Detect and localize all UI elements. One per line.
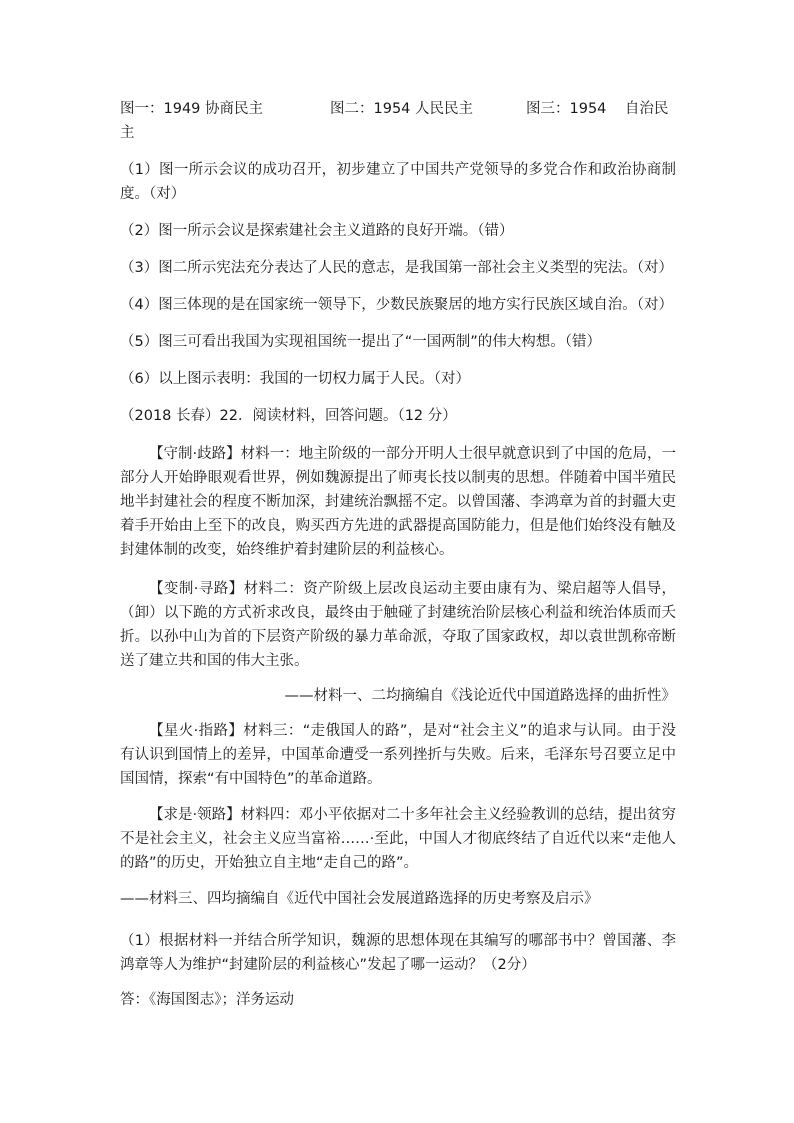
figure-1-caption: 图一：1949 协商民主 — [120, 101, 264, 117]
sub-question-1: （1）根据材料一并结合所学知识，魏源的思想体现在其编写的哪部书中？曾国藩、李鸿章等人为维护“封建阶层的利益核心”发起了哪一运动？（2分） — [120, 933, 676, 973]
material-one: 【守制·歧路】材料一：地主阶级的一部分开明人士很早就意识到了中国的危局，一部分人开始睁眼观看世界，例如魏源提出了师夷长技以制夷的思想。伴随着中国半殖民地半封建社会的程度不断加深，封建统治飘摇不定。以曾国藩、李鸿章为首的封疆大吏着手开始由上至下的改良，购买西方先进的武器提高国防能力，但是他们始终没有触及封建体制的改变，始终维护着封建阶层的利益核心。 — [120, 446, 676, 558]
material-source-1: ——材料一、二均摘编自《浅论近代中国道路选择的曲折性》 — [284, 688, 676, 704]
material-three: 【星火·指路】材料三：“走俄国人的路”，是对“社会主义”的追求与认同。由于没有认识到国情上的差异，中国革命遭受一系列挫折与失败。后来，毛泽东号召要立足中国国情，探索“有中国特色”的革命道路。 — [120, 723, 676, 787]
figure-3-caption-wrap: 主 — [120, 125, 135, 141]
judgment-item-5: （5）图三可看出我国为实现祖国统一提出了“一国两制”的伟大构想。（错） — [120, 334, 601, 350]
judgment-item-4: （4）图三体现的是在国家统一领导下，少数民族聚居的地方实行民族区域自治。（对） — [120, 297, 673, 313]
judgment-item-6: （6）以上图示表明：我国的一切权力属于人民。（对） — [120, 371, 470, 387]
figure-2-caption: 图二：1954 人民民主 — [330, 101, 474, 117]
material-source-2: ——材料三、四均摘编自《近代中国社会发展道路选择的历史考察及启示》 — [120, 891, 599, 907]
material-two: 【变制·寻路】材料二：资产阶级上层改良运动主要由康有为、梁启超等人倡导，（卸）以下跪的方式祈求改良，最终由于触碰了封建统治阶层核心利益和统治体质而夭折。以孙中山为首的下层资产阶级的暴力革命派，夺取了国家政权，却以袁世凯称帝断送了建立共和国的伟大主张。 — [120, 581, 676, 669]
judgment-item-1: （1）图一所示会议的成功召开，初步建立了中国共产党领导的多党合作和政治协商制度。（对） — [120, 162, 676, 202]
answer-1: 答：《海国图志》；洋务运动 — [120, 992, 294, 1008]
question-header: （2018 长春）22．阅读材料，回答问题。（12 分） — [120, 408, 457, 424]
figure-3-caption: 图三：1954 自治民 — [526, 101, 669, 117]
material-four: 【求是·领路】材料四：邓小平依据对二十多年社会主义经验教训的总结，提出贫穷不是社会主义，社会主义应当富裕……·至此，中国人才彻底终结了自近代以来“走他人的路”的历史，开始独立自主地“走自己的路”。 — [120, 807, 676, 871]
judgment-item-3: （3）图二所示宪法充分表达了人民的意志，是我国第一部社会主义类型的宪法。（对） — [120, 260, 673, 276]
judgment-item-2: （2）图一所示会议是探索建社会主义道路的良好开端。（错） — [120, 223, 514, 239]
